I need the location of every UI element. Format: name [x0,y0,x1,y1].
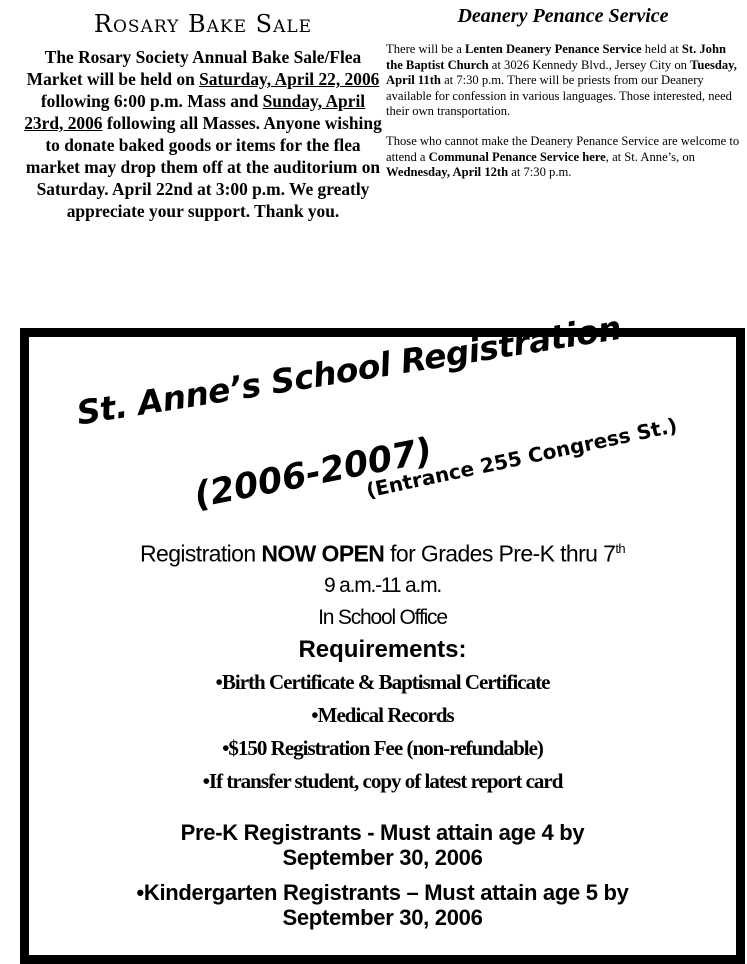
registration-title: St. Anne’s School Registration [73,307,624,433]
penance-title: Deanery Penance Service [457,5,669,27]
penance-paragraph-1 [386,42,740,120]
registration-grade-suffix: th [615,541,625,556]
penance-article [386,5,740,181]
kindergarten-age-line-1: •Kindergarten Registrants – Must attain age 5 by [136,879,629,905]
bake-sale-date-sunday: Sunday, April 23rd, 2006 [24,91,366,133]
bake-sale-body [22,46,384,222]
penance-emphasis: Communal Penance Service here [428,149,606,164]
registration-entrance: (Entrance 255 Congress St.) [364,413,680,503]
registration-box [20,307,745,964]
registration-now-open: NOW OPEN [261,540,385,567]
bake-sale-article [22,10,384,222]
penance-emphasis: St. John the Baptist Church [386,42,726,72]
penance-text: at 3026 Kennedy Blvd., Jersey City on [488,57,691,72]
penance-text: held at [641,42,682,56]
registration-years: (2006-2007) [191,430,436,517]
penance-emphasis: Tuesday, April 11th [386,57,737,88]
penance-text: Those who cannot make the Deanery Penance Service are welcome to attend a [386,133,740,164]
penance-emphasis: Lenten Deanery Penance Service [465,42,642,56]
prek-age-line-2: September 30, 2006 [282,844,483,870]
penance-text: , at St. Anne’s, on [605,149,695,164]
prek-age-line-1: Pre-K Registrants - Must attain age 4 by [180,819,585,845]
registration-details [29,533,736,930]
registration-location: In School Office [318,605,447,629]
kindergarten-age-line-2: September 30, 2006 [282,904,483,930]
requirement-item: •Birth Certificate & Baptismal Certificate [215,669,550,694]
requirement-item: •If transfer student, copy of latest report card [202,768,563,793]
requirement-item: •Medical Records [311,702,454,727]
penance-text: at 7:30 p.m. [508,165,572,180]
penance-emphasis: Wednesday, April 12th [386,165,509,180]
bake-sale-text-3: following all Masses. Anyone wishing to donate baked goods or items for the flea market may drop them off at the auditorium on Saturday. April 22nd at 3:00 p.m. We greatly appreciate your support. Thank you. [25,113,382,221]
registration-open-line [29,533,736,570]
registration-hours: 9 a.m.-11 a.m. [323,573,442,597]
requirement-item: •$150 Registration Fee (non-refundable) [222,735,543,760]
bake-sale-text-1: The Rosary Society Annual Bake Sale/Flea Market will be held on [26,47,362,89]
bake-sale-text-2: following 6:00 p.m. Mass and [40,91,263,111]
penance-text: There will be a [386,42,466,56]
prek-age-requirement [29,820,736,870]
penance-paragraph-2 [386,134,740,181]
penance-text: at 7:30 p.m. There will be priests from our Deanery available for confession in various languages. Those interested, need their own transportation. [386,73,732,119]
bake-sale-date-saturday: Saturday, April 22, 2006 [199,69,380,89]
kindergarten-age-requirement [29,880,736,930]
requirements-heading: Requirements: [298,635,467,663]
registration-open-text: Registration [140,540,262,567]
bake-sale-title: Rosary Bake Sale [93,10,313,38]
registration-grades-text: for Grades Pre-K thru 7 [384,540,616,567]
